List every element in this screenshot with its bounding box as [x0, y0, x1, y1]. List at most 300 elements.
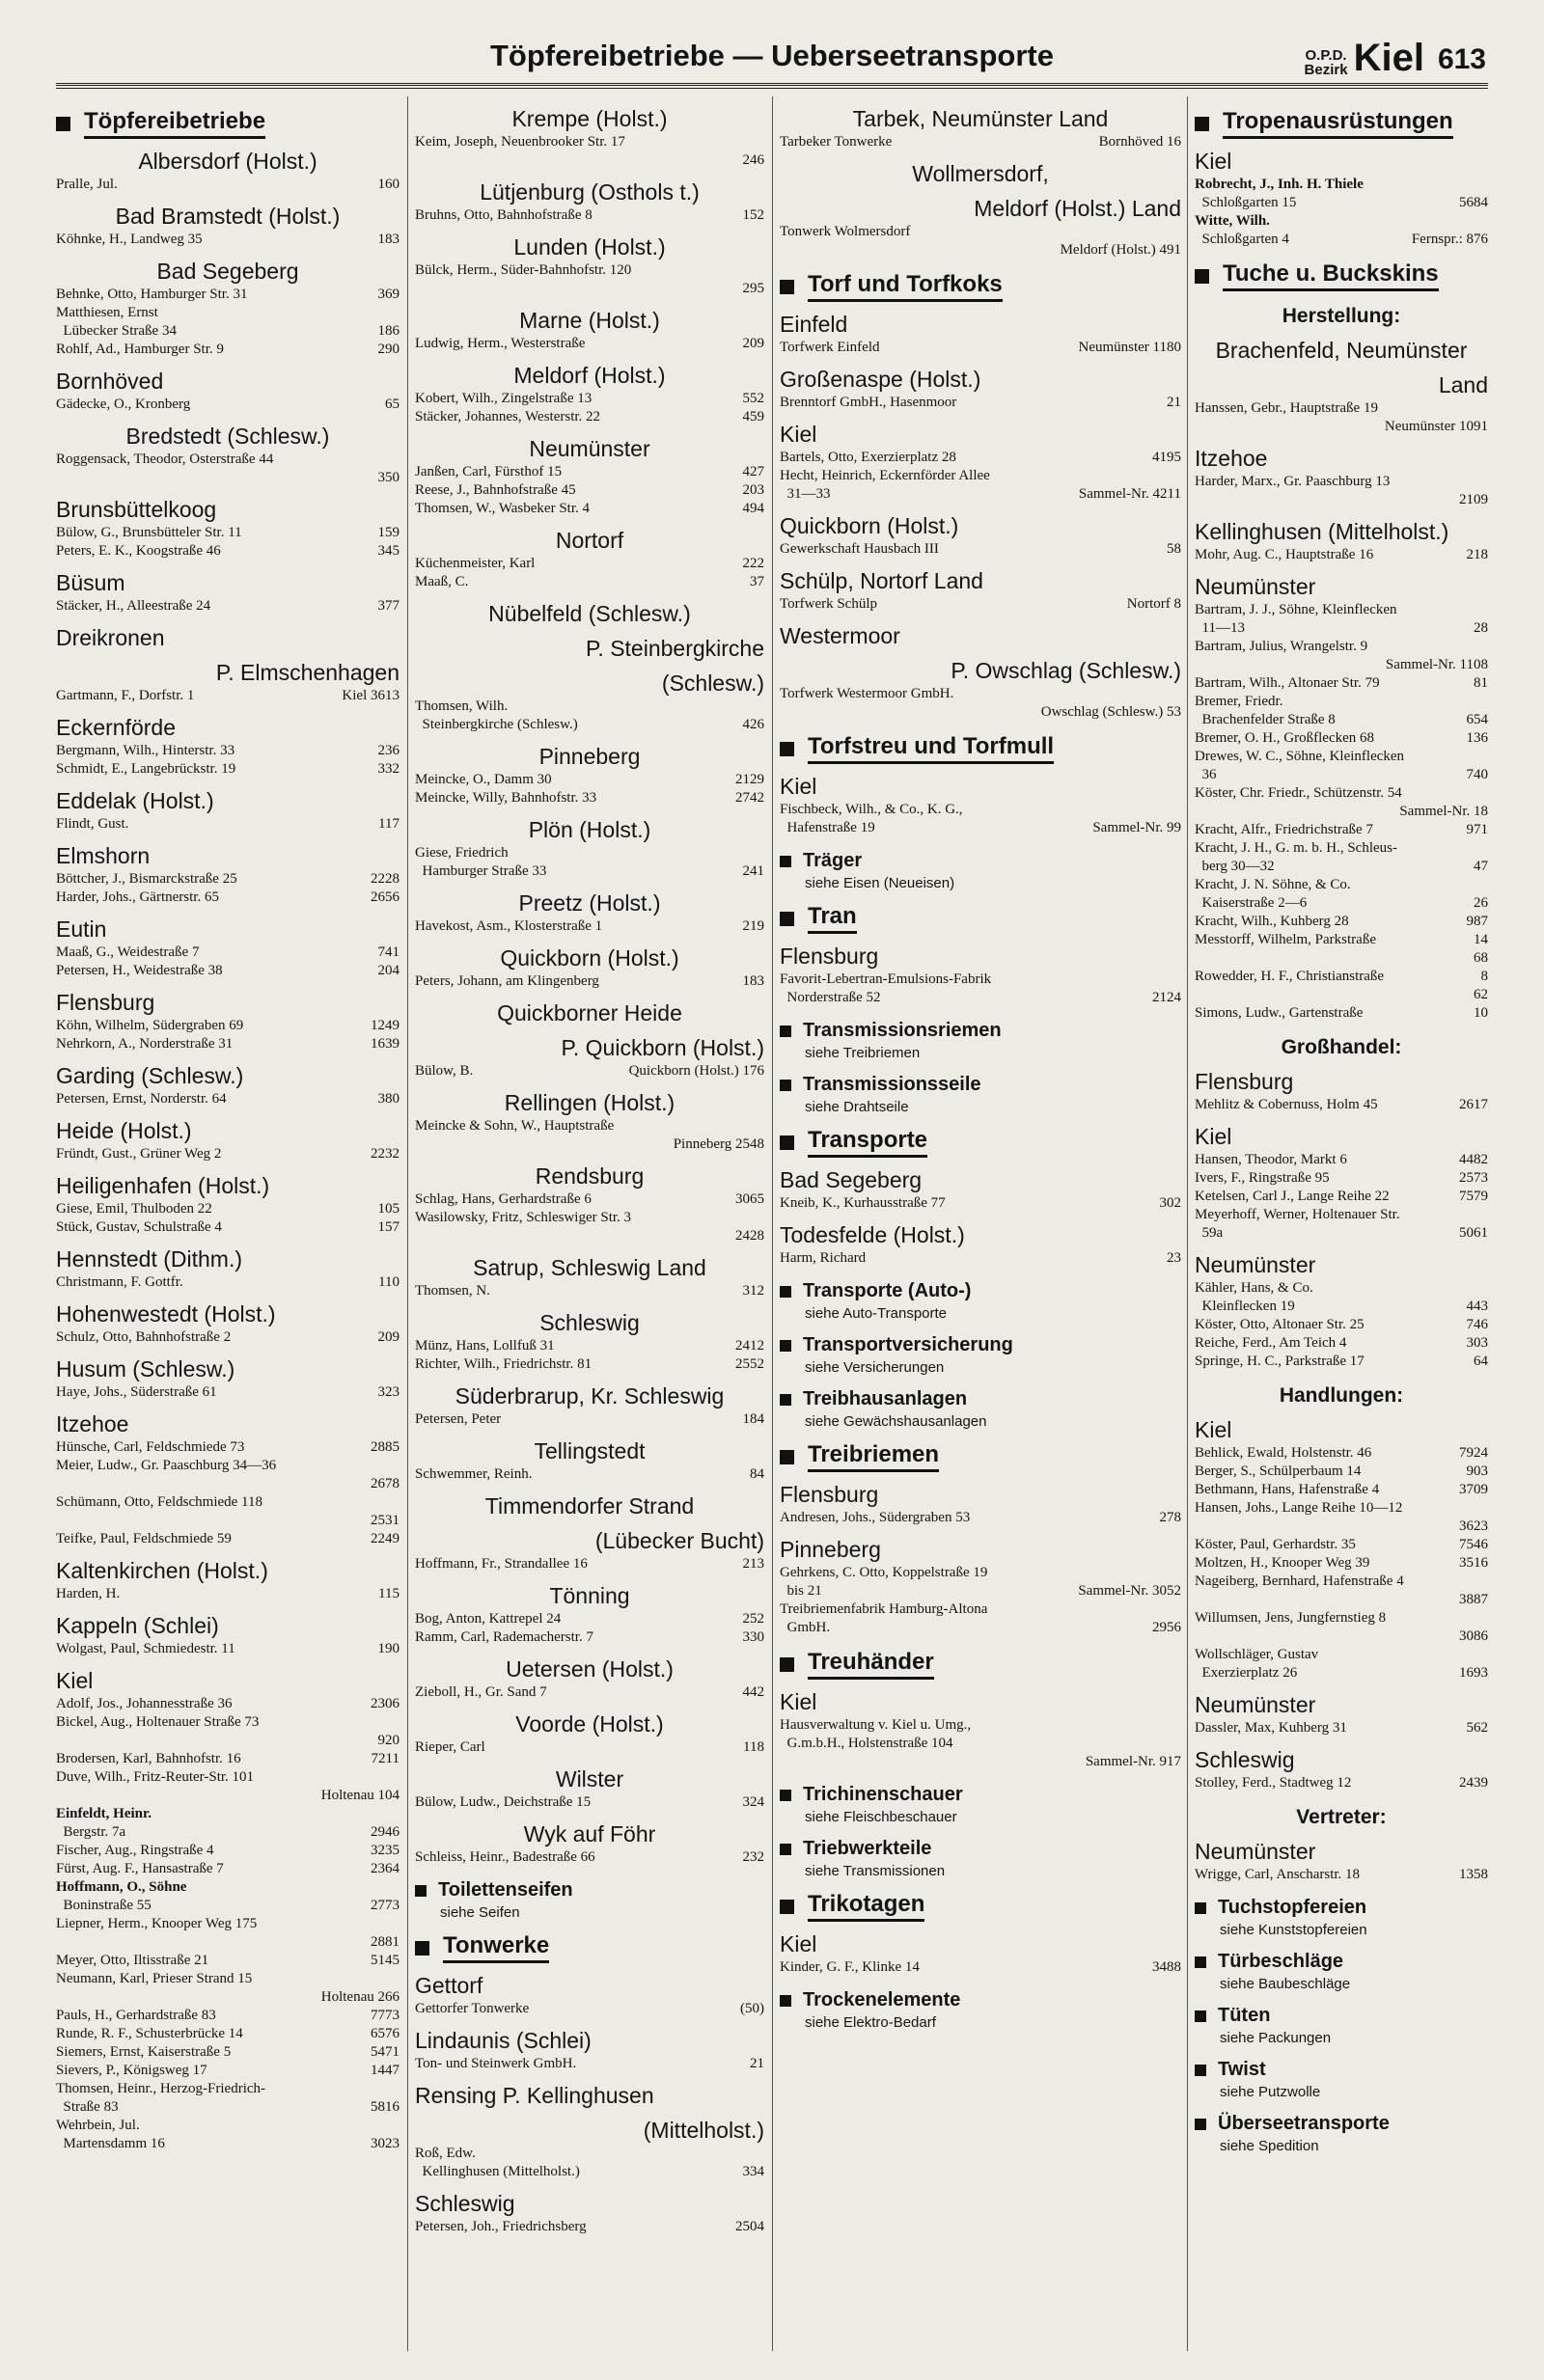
section-heading	[1195, 108, 1488, 139]
section-title: Tropenausrüstungen	[1223, 108, 1453, 139]
section-heading	[780, 1071, 1181, 1099]
listing-entry	[415, 1628, 764, 1647]
listing-entry	[780, 1619, 1181, 1637]
section-bullet-icon	[780, 1135, 794, 1150]
section-heading	[780, 1891, 1181, 1922]
listing-entry	[56, 1273, 400, 1292]
opd-line2: Bezirk	[1304, 62, 1348, 78]
section-title: Transportversicherung	[803, 1334, 1013, 1355]
entry-phone: 278	[1159, 1510, 1181, 1525]
section-heading	[780, 903, 1181, 934]
town-heading: Neumünster	[1195, 1692, 1316, 1717]
entry-phone: 7211	[371, 1751, 400, 1766]
listing-entry	[56, 687, 400, 705]
entry-name: Straße 83	[56, 2099, 119, 2115]
listing-entry	[1195, 674, 1488, 693]
listing-entry	[415, 1117, 764, 1135]
listing-entry	[56, 889, 400, 907]
section-bullet-icon	[780, 912, 794, 926]
listing-entry	[415, 1793, 764, 1812]
listing-entry	[415, 1610, 764, 1628]
town-heading: Krempe (Holst.)	[511, 106, 668, 131]
entry-name: 31—33	[780, 486, 831, 502]
section-bullet-icon	[1195, 2065, 1206, 2076]
listing-entry	[56, 304, 400, 322]
listing-entry	[56, 1493, 400, 1512]
listing-entry	[1195, 949, 1488, 968]
listing-entry	[1195, 711, 1488, 729]
entry-phone: 190	[377, 1641, 400, 1656]
entry-name: Kracht, Alfr., Friedrichstraße 7	[1195, 822, 1373, 837]
entry-phone: 334	[742, 2164, 764, 2179]
entry-name: Bülow, B.	[415, 1063, 474, 1079]
listing-entry	[1195, 1206, 1488, 1224]
town-heading: Wollmersdorf,	[912, 161, 1049, 186]
entry-phone: 3623	[1459, 1518, 1488, 1534]
section-heading	[780, 1277, 1181, 1305]
entry-phone: 118	[743, 1739, 764, 1755]
town-heading: Hennstedt (Dithm.)	[56, 1246, 243, 1272]
town-heading: Kiel	[1195, 149, 1232, 174]
section-heading	[780, 1835, 1181, 1863]
listing-entry	[1195, 1719, 1488, 1737]
listing-entry	[56, 1860, 400, 1878]
section-title: Treibriemen	[808, 1441, 939, 1472]
entry-name: Bremer, O. H., Großflecken 68	[1195, 730, 1375, 746]
entry-phone: 920	[377, 1733, 400, 1748]
section-title: Transmissionsseile	[803, 1074, 981, 1095]
section-bullet-icon	[1195, 2119, 1206, 2130]
entry-phone: Neumünster 1180	[1078, 340, 1181, 355]
entry-phone: 1693	[1459, 1665, 1488, 1681]
section-bullet-icon	[1195, 269, 1209, 284]
listing-entry	[415, 1465, 764, 1484]
entry-phone: 10	[1474, 1005, 1488, 1021]
cross-reference: siehe Treibriemen	[805, 1045, 921, 1061]
listing-entry	[56, 1145, 400, 1163]
section-heading	[1195, 2110, 1488, 2138]
entry-phone: 183	[742, 973, 764, 989]
entry-phone: 2678	[371, 1476, 400, 1491]
column-1	[56, 96, 400, 2361]
town-heading: Tellingstedt	[534, 1438, 646, 1464]
cross-reference: siehe Drahtseile	[805, 1099, 909, 1115]
entry-name: Küchenmeister, Karl	[415, 556, 536, 571]
entry-phone: Neumünster 1091	[1384, 419, 1488, 434]
listing-entry	[1195, 1279, 1488, 1298]
entry-phone: 3023	[371, 2136, 400, 2151]
entry-name	[780, 703, 1034, 722]
entry-name: Nageiberg, Bernhard, Hafenstraße 4	[1195, 1573, 1404, 1589]
entry-name: Peters, E. K., Koogstraße 46	[56, 543, 221, 559]
section-heading	[1195, 1894, 1488, 1922]
entry-phone: Bornhöved 16	[1098, 134, 1181, 150]
town-heading: Todesfelde (Holst.)	[780, 1222, 965, 1247]
section-title: Tuche u. Buckskins	[1223, 260, 1439, 291]
entry-phone: 2531	[371, 1513, 400, 1528]
entry-phone: 442	[742, 1684, 764, 1700]
entry-name	[56, 1787, 314, 1805]
listing-entry	[56, 2098, 400, 2117]
listing-entry	[1195, 1628, 1488, 1646]
entry-name: Thomsen, Heinr., Herzog-Friedrich-	[56, 2081, 266, 2096]
entry-name: GmbH.	[780, 1620, 831, 1635]
entry-name: Schümann, Otto, Feldschmiede 118	[56, 1494, 262, 1510]
entry-phone: 3235	[371, 1843, 400, 1858]
entry-phone: 2439	[1459, 1775, 1488, 1791]
listing-entry	[56, 1933, 400, 1952]
listing-entry	[780, 1753, 1181, 1771]
listing-entry	[56, 815, 400, 834]
subsection-heading: Großhandel:	[1281, 1036, 1402, 1058]
entry-phone: 68	[1474, 950, 1488, 966]
town-heading: P. Elmschenhagen	[215, 660, 400, 685]
section-title: Treibhausanlagen	[803, 1388, 968, 1409]
entry-phone: 3488	[1152, 1959, 1181, 1975]
town-heading: Bornhöved	[56, 369, 164, 394]
listing-entry	[56, 1017, 400, 1035]
section-heading	[780, 1385, 1181, 1413]
town-heading: Kiel	[780, 774, 817, 799]
entry-phone: 332	[377, 761, 400, 777]
listing-entry	[1195, 784, 1488, 803]
entry-name: Pralle, Jul.	[56, 177, 118, 192]
listing-entry	[1195, 601, 1488, 619]
town-heading: Quickborn (Holst.)	[500, 945, 679, 971]
listing-entry	[56, 1585, 400, 1603]
entry-name	[56, 1933, 363, 1952]
listing-entry	[1195, 491, 1488, 509]
entry-name: Bremer, Friedr.	[1195, 694, 1283, 709]
entry-name: Stück, Gustav, Schulstraße 4	[56, 1219, 222, 1235]
entry-phone: 369	[377, 287, 400, 302]
town-heading: (Schlesw.)	[661, 670, 764, 696]
entry-phone: 427	[742, 464, 764, 479]
town-heading: Dreikronen	[56, 625, 165, 650]
page-header	[58, 35, 1486, 81]
entry-phone: 14	[1474, 932, 1488, 947]
town-heading: Brachenfeld, Neumünster	[1215, 338, 1468, 363]
listing-entry	[56, 451, 400, 469]
entry-name: Meincke, Willy, Bahnhofstr. 33	[415, 790, 597, 806]
listing-entry	[415, 1209, 764, 1227]
entry-name: Gartmann, F., Dorfstr. 1	[56, 688, 195, 703]
listing-entry	[56, 1897, 400, 1915]
entry-name: Bergstr. 7a	[56, 1824, 126, 1840]
listing-entry	[1195, 913, 1488, 931]
entry-name	[415, 1135, 666, 1154]
opd-line1: O.P.D.	[1305, 47, 1347, 64]
entry-phone: 5816	[371, 2099, 400, 2115]
entry-phone: 740	[1466, 767, 1488, 782]
entry-phone: 323	[377, 1384, 400, 1400]
entry-name: Fürst, Aug. F., Hansastraße 7	[56, 1861, 224, 1876]
entry-phone: 58	[1167, 541, 1181, 557]
listing-entry	[1195, 821, 1488, 839]
town-heading: Schleswig	[539, 1310, 640, 1335]
entry-name: Petersen, Joh., Friedrichsberg	[415, 2219, 587, 2234]
listing-entry	[415, 2055, 764, 2073]
listing-entry	[56, 1035, 400, 1053]
entry-phone: Sammel-Nr. 917	[1085, 1754, 1181, 1769]
listing-entry	[780, 1509, 1181, 1527]
section-title: Toilettenseifen	[438, 1879, 573, 1901]
town-heading: Bad Segeberg	[156, 259, 299, 284]
entry-name: Witte, Wilh.	[1195, 213, 1270, 229]
town-heading: Rellingen (Holst.)	[504, 1090, 676, 1115]
listing-entry	[415, 280, 764, 298]
entry-name: G.m.b.H., Holstenstraße 104	[780, 1736, 953, 1751]
entry-name	[1195, 1591, 1451, 1609]
listing-entry	[780, 989, 1181, 1007]
section-title: Trichinenschauer	[803, 1784, 963, 1805]
entry-phone: 330	[742, 1629, 764, 1645]
entry-phone: 350	[377, 470, 400, 485]
header-city: Kiel	[1353, 37, 1424, 79]
entry-phone: 2412	[735, 1338, 764, 1354]
entry-phone: 2129	[735, 772, 764, 787]
listing-entry	[1195, 473, 1488, 491]
listing-entry	[415, 408, 764, 426]
town-heading: Westermoor	[780, 623, 900, 648]
town-heading: Timmendorfer Strand	[484, 1493, 695, 1518]
listing-entry	[1195, 1004, 1488, 1023]
entry-name: Köster, Chr. Friedr., Schützenstr. 54	[1195, 785, 1402, 801]
entry-name: berg 30—32	[1195, 859, 1275, 874]
entry-name: Böttcher, J., Bismarckstraße 25	[56, 871, 237, 887]
town-heading: Flensburg	[56, 990, 155, 1015]
listing-entry	[1195, 1169, 1488, 1188]
entry-name	[1195, 418, 1377, 436]
entry-name: Bülck, Herm., Süder-Bahnhofstr. 120	[415, 262, 632, 278]
entry-phone: 3086	[1459, 1628, 1488, 1644]
section-bullet-icon	[780, 856, 791, 867]
entry-phone: 81	[1474, 675, 1488, 691]
entry-name: Bethmann, Hans, Hafenstraße 4	[1195, 1482, 1380, 1497]
listing-entry	[56, 1823, 400, 1842]
entry-name: Rohlf, Ad., Hamburger Str. 9	[56, 342, 224, 357]
listing-entry	[56, 1878, 400, 1897]
town-heading: Elmshorn	[56, 843, 151, 868]
town-heading: Meldorf (Holst.)	[513, 363, 666, 388]
entry-name: Kracht, J. H., G. m. b. H., Schleus-	[1195, 840, 1397, 856]
listing-entry	[1195, 1316, 1488, 1334]
section-bullet-icon	[780, 1286, 791, 1298]
entry-name: Reese, J., Bahnhofstraße 45	[415, 482, 576, 498]
section-title: Transporte	[808, 1127, 927, 1158]
entry-phone: 345	[377, 543, 400, 559]
town-heading: Flensburg	[1195, 1069, 1294, 1094]
listing-entry	[1195, 1334, 1488, 1353]
section-title: Torfstreu und Torfmull	[808, 733, 1054, 764]
listing-entry	[415, 1337, 764, 1355]
town-heading: (Lübecker Bucht)	[594, 1528, 764, 1553]
listing-entry	[415, 1738, 764, 1757]
entry-name: Moltzen, H., Knooper Weg 39	[1195, 1555, 1370, 1571]
entry-name: Hausverwaltung v. Kiel u. Umg.,	[780, 1717, 972, 1733]
entry-name	[1195, 949, 1466, 968]
entry-name: Sievers, P., Königsweg 17	[56, 2063, 207, 2078]
town-heading: P. Quickborn (Holst.)	[561, 1035, 764, 1060]
entry-name: Willumsen, Jens, Jungfernstieg 8	[1195, 1610, 1387, 1626]
entry-name: Roß, Edw.	[415, 2146, 476, 2161]
town-heading: Albersdorf (Holst.)	[138, 149, 317, 174]
entry-name: Tarbeker Tonwerke	[780, 134, 893, 150]
entry-phone: (50)	[740, 2001, 764, 2016]
town-heading: Kiel	[1195, 1124, 1232, 1149]
section-heading	[1195, 2056, 1488, 2084]
entry-phone: Sammel-Nr. 18	[1399, 804, 1488, 819]
town-heading: Bad Segeberg	[780, 1167, 923, 1192]
listing-entry	[56, 962, 400, 980]
entry-phone: 2109	[1459, 492, 1488, 507]
entry-name: Drewes, W. C., Söhne, Kleinflecken	[1195, 749, 1405, 764]
listing-entry	[1195, 1591, 1488, 1609]
entry-name: Bartram, Wilh., Altonaer Str. 79	[1195, 675, 1380, 691]
town-heading: Quickborner Heide	[497, 1000, 682, 1026]
listing-entry	[1195, 194, 1488, 212]
entry-name: Runde, R. F., Schusterbrücke 14	[56, 2026, 243, 2041]
listing-entry	[1195, 1444, 1488, 1463]
section-title: Transmissionsriemen	[803, 1020, 1002, 1041]
section-title: Trikotagen	[808, 1891, 924, 1922]
entry-name: Boninstraße 55	[56, 1898, 152, 1913]
entry-name: Hoffmann, Fr., Strandallee 16	[415, 1556, 588, 1572]
entry-phone: 2885	[371, 1439, 400, 1455]
entry-phone: 7579	[1459, 1189, 1488, 1204]
entry-phone: 562	[1466, 1720, 1488, 1736]
entry-phone: 2249	[371, 1531, 400, 1546]
town-heading: Eckernförde	[56, 715, 177, 740]
section-title: Tuchstopfereien	[1218, 1897, 1367, 1918]
listing-entry	[1195, 803, 1488, 821]
listing-entry	[1195, 876, 1488, 894]
town-heading: Pinneberg	[538, 744, 641, 769]
entry-phone: 7924	[1459, 1445, 1488, 1461]
town-heading: P. Steinbergkirche	[586, 636, 764, 661]
entry-phone: 3887	[1459, 1592, 1488, 1607]
section-title: Transporte (Auto-)	[803, 1280, 972, 1301]
section-heading	[780, 1331, 1181, 1359]
section-bullet-icon	[1195, 1902, 1206, 1914]
town-heading: Plön (Holst.)	[528, 817, 651, 842]
entry-name: Kracht, J. N. Söhne, & Co.	[1195, 877, 1351, 892]
listing-entry	[56, 1383, 400, 1402]
entry-name: Hamburger Straße 33	[415, 863, 547, 879]
entry-name: Andresen, Johs., Südergraben 53	[780, 1510, 971, 1525]
listing-entry	[56, 870, 400, 889]
listing-entry	[415, 151, 764, 170]
entry-phone: 380	[377, 1091, 400, 1107]
section-bullet-icon	[780, 1995, 791, 2007]
town-heading: Nortorf	[555, 528, 624, 553]
entry-name: Schloßgarten 4	[1195, 232, 1289, 247]
section-title: Überseetransporte	[1218, 2113, 1390, 2134]
section-heading	[415, 1932, 764, 1963]
entry-name: Adolf, Jos., Johannesstraße 36	[56, 1696, 233, 1711]
listing-entry	[1195, 1463, 1488, 1481]
town-heading: Kiel	[1195, 1417, 1232, 1442]
entry-phone: 2881	[371, 1934, 400, 1950]
entry-name: Haye, Johs., Süderstraße 61	[56, 1384, 217, 1400]
listing-entry	[56, 1640, 400, 1658]
cross-reference: siehe Gewächshausanlagen	[805, 1413, 987, 1430]
listing-entry	[56, 1842, 400, 1860]
entry-phone: Sammel-Nr. 1108	[1385, 657, 1488, 672]
section-heading	[415, 1876, 764, 1904]
entry-name: Kinder, G. F., Klinke 14	[780, 1959, 920, 1975]
listing-entry	[415, 2218, 764, 2236]
entry-name: Giese, Emil, Thulboden 22	[56, 1201, 212, 1217]
entry-name: Christmann, F. Gottfr.	[56, 1274, 183, 1290]
listing-entry	[415, 972, 764, 991]
entry-phone: Sammel-Nr. 3052	[1078, 1583, 1181, 1599]
town-heading: Voorde (Holst.)	[515, 1711, 664, 1737]
section-heading	[780, 847, 1181, 875]
entry-name	[780, 241, 1053, 260]
listing-entry	[56, 1787, 400, 1805]
entry-phone: 65	[385, 397, 400, 412]
listing-entry	[56, 1457, 400, 1475]
town-heading: Satrup, Schleswig Land	[473, 1255, 706, 1280]
town-heading: Itzehoe	[56, 1411, 129, 1436]
listing-entry	[780, 801, 1181, 819]
entry-phone: 295	[742, 281, 764, 296]
column-2	[415, 96, 764, 2361]
entry-name	[1195, 1628, 1451, 1646]
entry-name: Favorit-Lebertran-Emulsions-Fabrik	[780, 971, 992, 987]
section-bullet-icon	[780, 1340, 791, 1352]
section-heading	[56, 108, 400, 139]
listing-entry	[415, 573, 764, 591]
entry-name	[780, 1753, 1078, 1771]
town-heading: Neumünster	[1195, 574, 1316, 599]
entry-phone: 4195	[1152, 450, 1181, 465]
listing-entry	[56, 2025, 400, 2043]
listing-entry	[56, 1970, 400, 1988]
entry-name: Hoffmann, O., Söhne	[56, 1879, 187, 1895]
entry-name: Robrecht, J., Inh. H. Thiele	[1195, 177, 1364, 192]
entry-phone: 2124	[1152, 990, 1181, 1005]
entry-phone: 552	[742, 391, 764, 406]
entry-phone: 246	[742, 152, 764, 168]
entry-name: Thomsen, W., Wasbeker Str. 4	[415, 501, 591, 516]
entry-name: Bartram, J. J., Söhne, Kleinflecken	[1195, 602, 1397, 617]
entry-name	[56, 469, 371, 487]
entry-phone: 110	[378, 1274, 400, 1290]
entry-phone: 183	[377, 232, 400, 247]
listing-entry	[415, 698, 764, 716]
section-bullet-icon	[1195, 117, 1209, 131]
listing-entry	[1195, 968, 1488, 986]
listing-entry	[1195, 1664, 1488, 1682]
page-number: 613	[1437, 43, 1486, 75]
entry-name: Bartram, Julius, Wrangelstr. 9	[1195, 639, 1368, 654]
entry-name: Pauls, H., Gerhardstraße 83	[56, 2008, 216, 2023]
entry-name: Liepner, Herm., Knooper Weg 175	[56, 1916, 258, 1931]
entry-phone: 2364	[371, 1861, 400, 1876]
listing-entry	[780, 241, 1181, 260]
entry-phone: Pinneberg 2548	[673, 1136, 764, 1152]
entry-name: Lübecker Straße 34	[56, 323, 177, 339]
subsection-heading: Herstellung:	[1282, 305, 1401, 327]
entry-name: Hansen, Johs., Lange Reihe 10—12	[1195, 1500, 1403, 1516]
listing-entry	[56, 542, 400, 561]
listing-entry	[780, 1735, 1181, 1753]
town-heading: Husum (Schlesw.)	[56, 1356, 235, 1381]
listing-entry	[415, 390, 764, 408]
entry-name: Havekost, Asm., Klosterstraße 1	[415, 918, 603, 934]
